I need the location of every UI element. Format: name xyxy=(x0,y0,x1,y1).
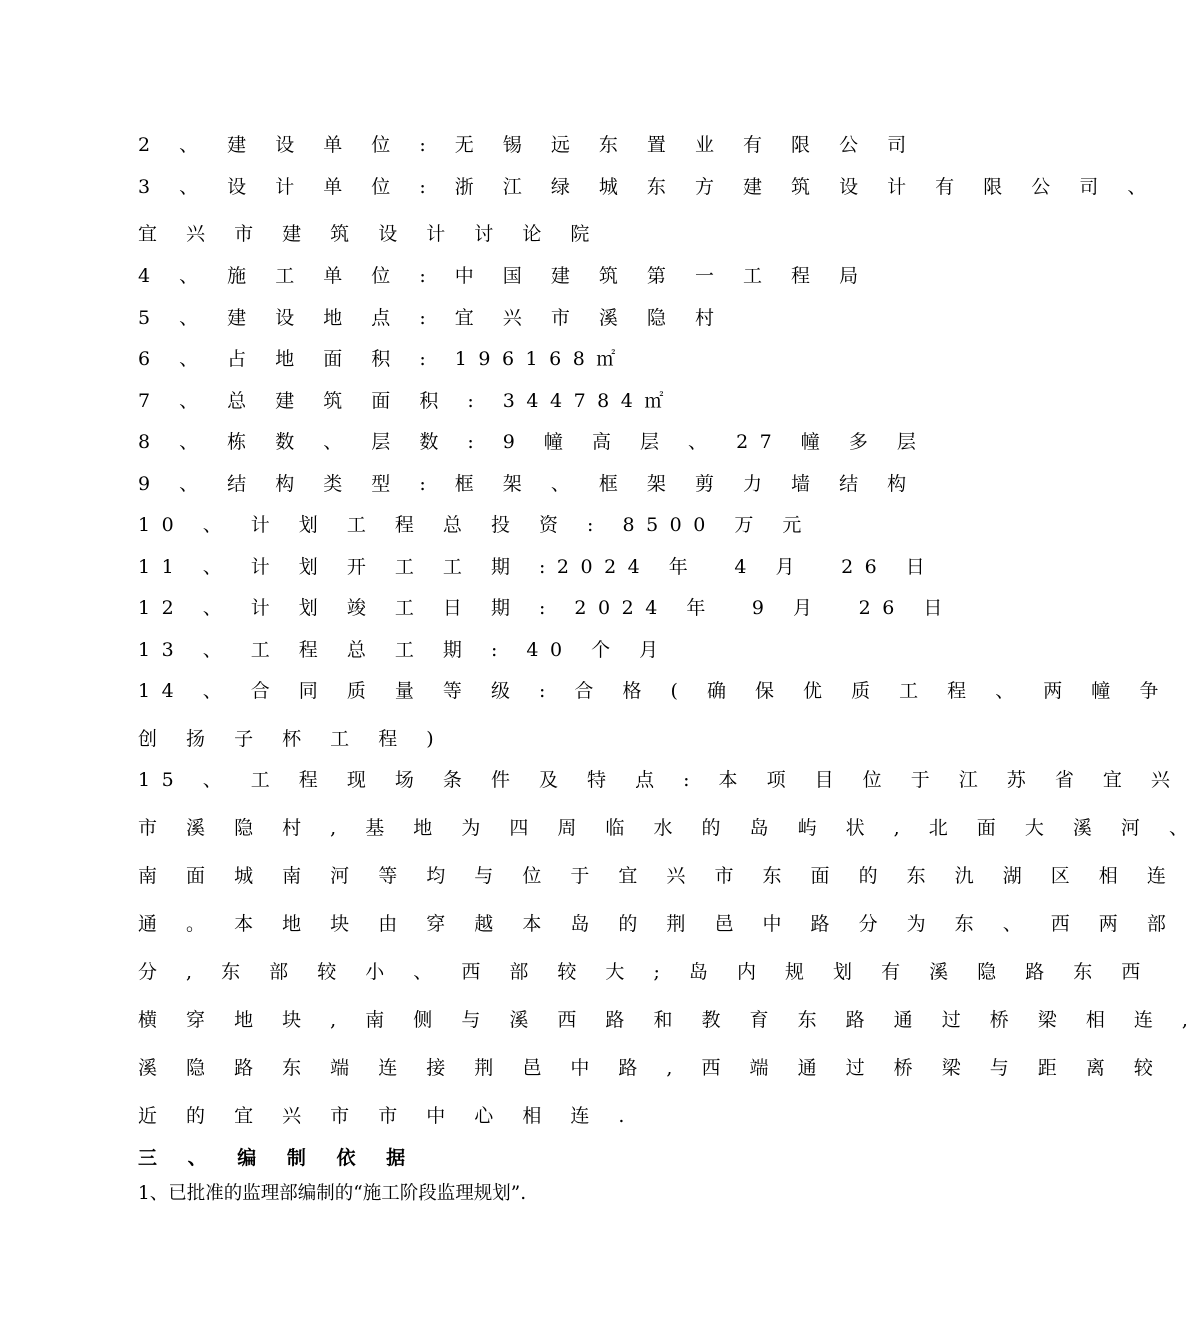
item-total-floor-area: 7 、 总 建 筑 面 积 : 344784㎡ xyxy=(138,390,675,412)
item-quality-grade: 14 、 合 同 质 量 等 级 : 合 格 ( 确 保 优 质 工 程 、 两 幢 争 xyxy=(138,680,1170,702)
site-conditions-line-5: 分 , 东 部 较 小 、 西 部 较 大 ; 岛 内 规 划 有 溪 隐 路 东 西 xyxy=(138,961,1152,983)
item-structure-type: 9 、 结 构 类 型 : 框 架 、 框 架 剪 力 墙 结 构 xyxy=(138,473,918,495)
site-conditions-line-2: 市 溪 隐 村 , 基 地 为 四 周 临 水 的 岛 屿 状 , 北 面 大 溪 河 、 xyxy=(138,817,1199,839)
item-planned-completion: 12 、 计 划 竣 工 日 期 : 2024 年 9 月 26 日 xyxy=(138,597,954,619)
section-heading: 三 、 编 制 依 据 xyxy=(138,1147,418,1169)
basis-item: 1、已批准的监理部编制的“施工阶段监理规划”. xyxy=(138,1183,527,1204)
site-conditions-line-8: 近 的 宜 兴 市 市 中 心 相 连 . xyxy=(138,1105,636,1127)
item-design-unit-continued: 宜 兴 市 建 筑 设 计 讨 论 院 xyxy=(138,223,601,245)
item-construction-unit: 2 、 建 设 单 位 : 无 锡 远 东 置 业 有 限 公 司 xyxy=(138,134,918,156)
item-total-duration: 13 、 工 程 总 工 期 : 40 个 月 xyxy=(138,639,670,661)
item-site-conditions: 15 、 工 程 现 场 条 件 及 特 点 : 本 项 目 位 于 江 苏 省 宜 兴 xyxy=(138,769,1182,791)
item-land-area: 6 、 占 地 面 积 : 196168㎡ xyxy=(138,348,627,370)
item-planned-start: 11 、 计 划 开 工 工 期 :2024 年 4 月 26 日 xyxy=(138,556,937,578)
site-conditions-line-3: 南 面 城 南 河 等 均 与 位 于 宜 兴 市 东 面 的 东 氿 湖 区 相 连 xyxy=(138,865,1178,887)
site-conditions-line-7: 溪 隐 路 东 端 连 接 荆 邑 中 路 , 西 端 通 过 桥 梁 与 距 离 较 xyxy=(138,1057,1165,1079)
site-conditions-line-6: 横 穿 地 块 , 南 侧 与 溪 西 路 和 教 育 东 路 通 过 桥 梁 相 连 , xyxy=(138,1009,1199,1031)
site-conditions-line-4: 通 。 本 地 块 由 穿 越 本 岛 的 荆 邑 中 路 分 为 东 、 西 两 部 xyxy=(138,913,1178,935)
item-quality-grade-continued: 创 扬 子 杯 工 程 ) xyxy=(138,728,446,750)
item-builder: 4 、 施 工 单 位 : 中 国 建 筑 第 一 工 程 局 xyxy=(138,265,870,287)
item-site-location: 5 、 建 设 地 点 : 宜 兴 市 溪 隐 村 xyxy=(138,307,726,329)
item-design-unit: 3 、 设 计 单 位 : 浙 江 绿 城 东 方 建 筑 设 计 有 限 公 司 、 xyxy=(138,176,1158,198)
item-total-investment: 10 、 计 划 工 程 总 投 资 : 8500 万 元 xyxy=(138,514,813,536)
item-building-count: 8 、 栋 数 、 层 数 : 9 幢 高 层 、 27 幢 多 层 xyxy=(138,431,928,453)
